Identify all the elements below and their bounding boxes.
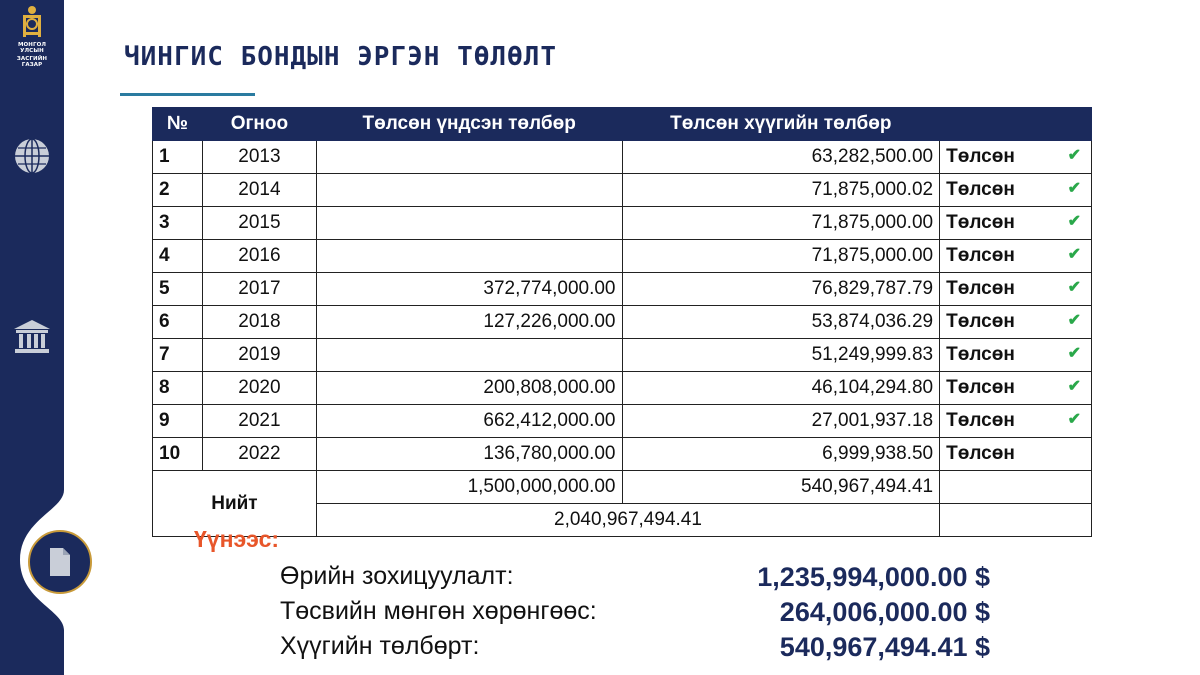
total-interest: 540,967,494.41 bbox=[622, 471, 940, 504]
bank-icon[interactable] bbox=[12, 318, 52, 361]
grand-empty-cell bbox=[940, 504, 1092, 537]
row-principal bbox=[316, 339, 622, 372]
summary-label: Өрийн зохицуулалт: bbox=[280, 562, 514, 590]
summary-value: 1,235,994,000.00 $ bbox=[757, 562, 990, 592]
checkmark-icon: ✔ bbox=[1067, 180, 1081, 197]
row-year: 2020 bbox=[202, 372, 316, 405]
total-principal: 1,500,000,000.00 bbox=[316, 471, 622, 504]
row-principal: 662,412,000.00 bbox=[316, 405, 622, 438]
bond-repayment-table bbox=[152, 107, 1092, 537]
checkmark-icon: ✔ bbox=[1067, 411, 1081, 428]
row-number: 10 bbox=[153, 438, 203, 471]
row-principal: 136,780,000.00 bbox=[316, 438, 622, 471]
checkmark-icon: ✔ bbox=[1067, 345, 1081, 362]
row-principal: 200,808,000.00 bbox=[316, 372, 622, 405]
row-number: 9 bbox=[153, 405, 203, 438]
row-principal: 372,774,000.00 bbox=[316, 273, 622, 306]
row-number: 4 bbox=[153, 240, 203, 273]
row-year: 2014 bbox=[202, 174, 316, 207]
checkmark-icon: ✔ bbox=[1067, 279, 1081, 296]
header-number: № bbox=[153, 108, 203, 141]
summary-label: Төсвийн мөнгөн хөрөнгөөс: bbox=[280, 597, 597, 625]
table-header-row bbox=[153, 108, 1092, 141]
row-interest: 27,001,937.18 bbox=[622, 405, 940, 438]
row-status bbox=[940, 306, 1092, 339]
checkmark-icon: ✔ bbox=[1067, 246, 1081, 263]
row-number: 2 bbox=[153, 174, 203, 207]
row-year: 2013 bbox=[202, 141, 316, 174]
row-interest: 71,875,000.02 bbox=[622, 174, 940, 207]
row-principal bbox=[316, 240, 622, 273]
table-row bbox=[153, 273, 1092, 306]
soyombo-emblem-icon bbox=[19, 4, 45, 40]
status-text: Төлсөн bbox=[946, 278, 1015, 299]
row-status bbox=[940, 372, 1092, 405]
row-year: 2015 bbox=[202, 207, 316, 240]
header-status bbox=[940, 108, 1092, 141]
row-number: 8 bbox=[153, 372, 203, 405]
row-status bbox=[940, 339, 1092, 372]
table-row bbox=[153, 207, 1092, 240]
summary-value: 264,006,000.00 $ bbox=[779, 597, 990, 627]
row-status bbox=[940, 438, 1092, 471]
globe-icon[interactable] bbox=[12, 136, 52, 181]
row-principal: 127,226,000.00 bbox=[316, 306, 622, 339]
header-interest: Төлсөн хүүгийн төлбөр bbox=[622, 108, 940, 141]
row-principal bbox=[316, 174, 622, 207]
table-row bbox=[153, 372, 1092, 405]
header-date: Огноо bbox=[202, 108, 316, 141]
row-interest: 53,874,036.29 bbox=[622, 306, 940, 339]
total-row bbox=[153, 471, 1092, 504]
status-text: Төлсөн bbox=[946, 311, 1015, 332]
row-number: 3 bbox=[153, 207, 203, 240]
row-principal bbox=[316, 141, 622, 174]
table-row bbox=[153, 339, 1092, 372]
row-interest: 51,249,999.83 bbox=[622, 339, 940, 372]
checkmark-icon: ✔ bbox=[1067, 312, 1081, 329]
checkmark-icon: ✔ bbox=[1067, 213, 1081, 230]
header-principal: Төлсөн үндсэн төлбөр bbox=[316, 108, 622, 141]
row-number: 1 bbox=[153, 141, 203, 174]
row-year: 2019 bbox=[202, 339, 316, 372]
table-row bbox=[153, 438, 1092, 471]
row-number: 5 bbox=[153, 273, 203, 306]
status-text: Төлсөн bbox=[946, 344, 1015, 365]
title-underline bbox=[120, 93, 255, 96]
row-number: 7 bbox=[153, 339, 203, 372]
status-text: Төлсөн bbox=[946, 410, 1015, 431]
row-status bbox=[940, 207, 1092, 240]
row-interest: 63,282,500.00 bbox=[622, 141, 940, 174]
summary-row bbox=[280, 562, 1000, 596]
page-title: ЧИНГИС БОНДЫН ЭРГЭН ТӨЛӨЛТ bbox=[124, 42, 557, 72]
total-empty-cell bbox=[940, 471, 1092, 504]
row-status bbox=[940, 240, 1092, 273]
status-text: Төлсөн bbox=[946, 146, 1015, 167]
row-year: 2022 bbox=[202, 438, 316, 471]
row-interest: 71,875,000.00 bbox=[622, 240, 940, 273]
table-row bbox=[153, 306, 1092, 339]
row-principal bbox=[316, 207, 622, 240]
logo-text-line2: ЗАСГИЙН ГАЗАР bbox=[16, 56, 48, 68]
summary-value: 540,967,494.41 $ bbox=[779, 632, 990, 662]
source-label: Үүнээс: bbox=[194, 526, 280, 552]
grand-total: 2,040,967,494.41 bbox=[316, 504, 939, 537]
row-interest: 76,829,787.79 bbox=[622, 273, 940, 306]
row-interest: 46,104,294.80 bbox=[622, 372, 940, 405]
row-interest: 6,999,938.50 bbox=[622, 438, 940, 471]
row-status bbox=[940, 174, 1092, 207]
checkmark-icon: ✔ bbox=[1067, 378, 1081, 395]
row-status bbox=[940, 405, 1092, 438]
status-text: Төлсөн bbox=[946, 212, 1015, 233]
government-logo bbox=[6, 4, 58, 68]
document-icon bbox=[48, 547, 72, 577]
status-text: Төлсөн bbox=[946, 179, 1015, 200]
table-row bbox=[153, 174, 1092, 207]
row-number: 6 bbox=[153, 306, 203, 339]
total-label: Нийт bbox=[153, 471, 317, 537]
status-text: Төлсөн bbox=[946, 377, 1015, 398]
table-row bbox=[153, 405, 1092, 438]
row-status bbox=[940, 273, 1092, 306]
status-text: Төлсөн bbox=[946, 443, 1015, 464]
summary-row bbox=[280, 632, 1000, 666]
checkmark-icon: ✔ bbox=[1067, 147, 1081, 164]
row-year: 2016 bbox=[202, 240, 316, 273]
row-year: 2021 bbox=[202, 405, 316, 438]
table-row bbox=[153, 141, 1092, 174]
logo-text-line1: МОНГОЛ УЛСЫН bbox=[17, 42, 47, 54]
document-button[interactable] bbox=[28, 530, 92, 594]
row-year: 2017 bbox=[202, 273, 316, 306]
row-status bbox=[940, 141, 1092, 174]
summary-label: Хүүгийн төлбөрт: bbox=[280, 632, 480, 660]
row-year: 2018 bbox=[202, 306, 316, 339]
status-text: Төлсөн bbox=[946, 245, 1015, 266]
summary-row bbox=[280, 597, 1000, 631]
table-row bbox=[153, 240, 1092, 273]
row-interest: 71,875,000.00 bbox=[622, 207, 940, 240]
